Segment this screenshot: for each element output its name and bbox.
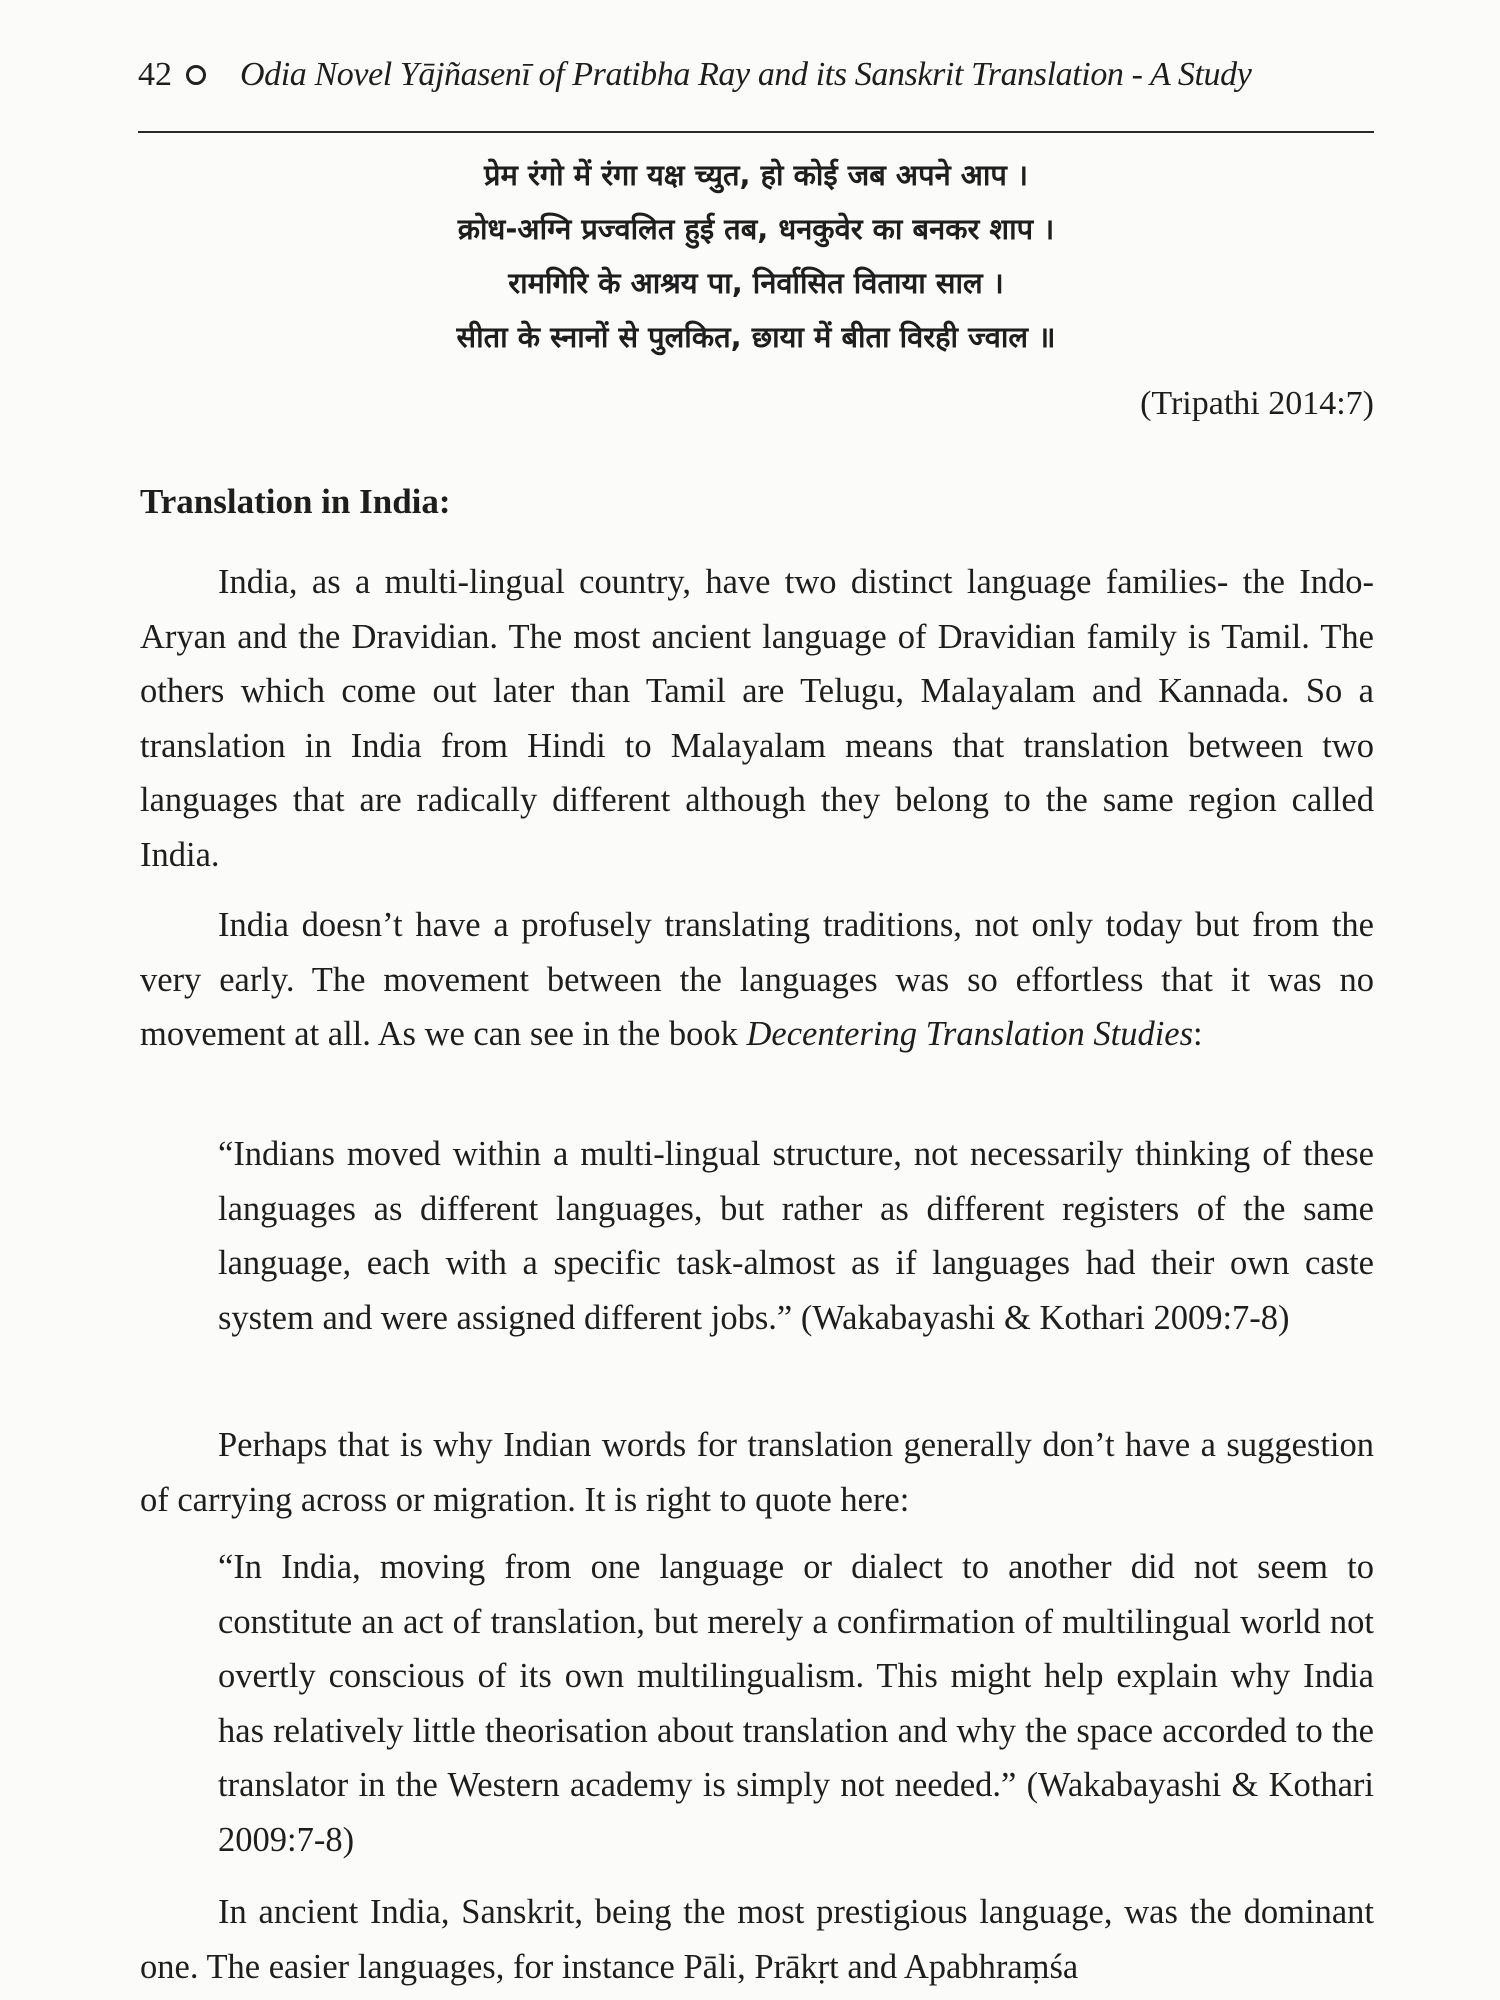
paragraph-4: In ancient India, Sanskrit, being the most prestigious language, was the dominant one. The easier languages, for instance Pāli, Prākṛt and Apabhraṃśa — [140, 1893, 1374, 1986]
section-heading: Translation in India: — [140, 482, 451, 521]
paragraph-3: Perhaps that is why Indian words for translation generally don’t have a suggestion of carrying across or migration. It is right to quote here: — [140, 1426, 1374, 1519]
page-header — [138, 50, 1374, 100]
circle-ornament-icon — [186, 65, 206, 85]
paragraph-2-text: India doesn’t have a profusely translating traditions, not only today but from the very early. The movement between the languages was so effortless that it was no movement at all. As we can see in the book — [140, 906, 1374, 1053]
verse-line: क्रोध-अग्नि प्रज्वलित हुई तब, धनकुवेर का बनकर शाप । — [457, 212, 1055, 246]
block-quote-1: “Indians moved within a multi-lingual structure, not necessarily thinking of these languages as different languages, but rather as different registers of the same language, each with a specific task-almost as if languages had their own caste system and were assigned different jobs.” (Wakabayashi & Kothari 2009:7-8) — [218, 1135, 1374, 1337]
hindi-verse — [138, 148, 1374, 364]
running-title: Odia Novel Yājñasenī of Pratibha Ray and its Sanskrit Translation - A Study — [240, 56, 1252, 93]
paragraph-1: India, as a multi-lingual country, have two distinct language families- the Indo-Aryan and the Dravidian. The most ancient language of Dravidian family is Tamil. The others which come out later than Tamil are Telugu, Malayalam and Kannada. So a translation in India from Hindi to Malayalam means that translation between two languages that are radically different although they belong to the same region called India. — [140, 563, 1374, 874]
block-quote-2: “In India, moving from one language or dialect to another did not seem to constitute an act of translation, but merely a confirmation of multilingual world not overtly conscious of its own multilingualism. This might help explain why India has relatively little theorisation about translation and why the space accorded to the translator in the Western academy is simply not needed.” (Wakabayashi & Kothari 2009:7-8) — [218, 1548, 1374, 1859]
paragraph-2 — [140, 898, 1374, 1062]
page-number: 42 — [138, 56, 172, 93]
header-rule — [138, 131, 1374, 133]
verse-citation: (Tripathi 2014:7) — [1140, 385, 1374, 422]
verse-line: रामगिरि के आश्रय पा, निर्वासित विताया साल । — [508, 266, 1004, 300]
paragraph-2-after: : — [1193, 1015, 1203, 1053]
verse-line: प्रेम रंगो में रंगा यक्ष च्युत, हो कोई जब अपने आप । — [484, 158, 1028, 192]
book-title: Decentering Translation Studies — [746, 1015, 1194, 1053]
verse-line: सीता के स्नानों से पुलकित, छाया में बीता विरही ज्वाल ॥ — [456, 320, 1056, 354]
